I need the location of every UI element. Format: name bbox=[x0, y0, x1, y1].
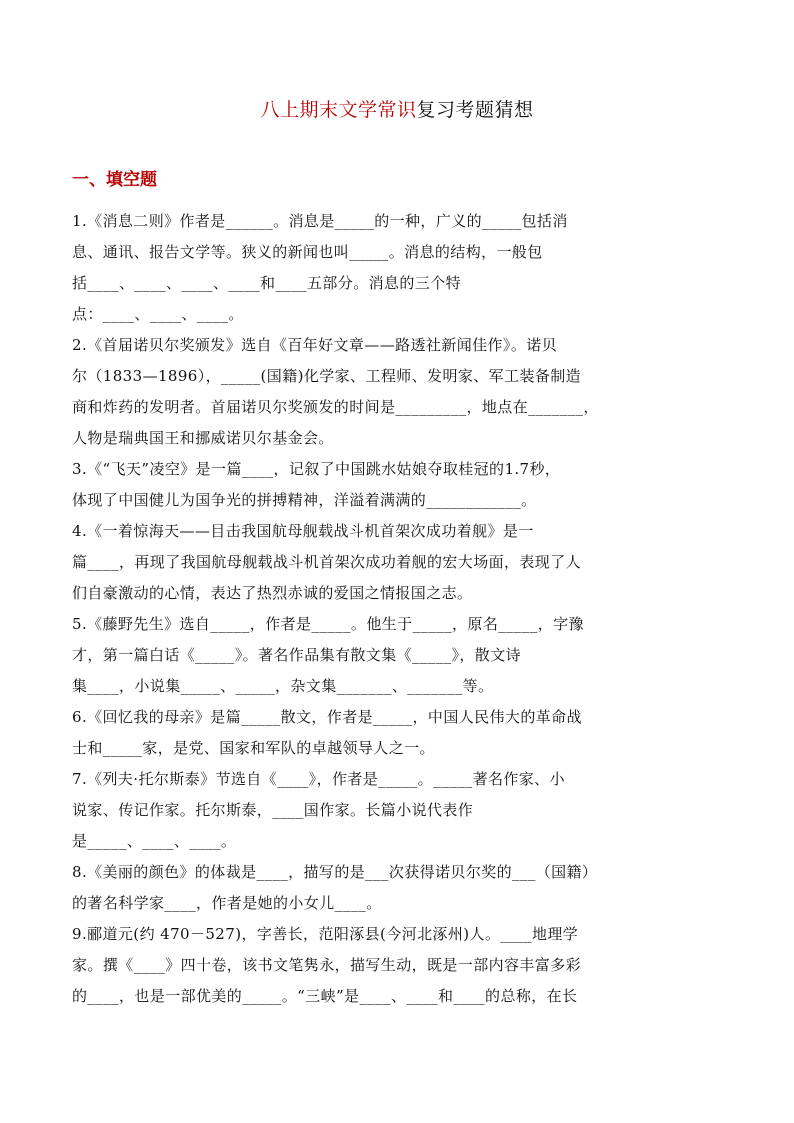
text-line: 6.《回忆我的母亲》是篇_____散文，作者是_____，中国人民伟大的革命战 bbox=[72, 708, 582, 726]
text-line: 点：____、____、____。 bbox=[72, 305, 244, 323]
question-body bbox=[72, 206, 734, 1012]
text-line: 家。撰《____》四十卷，该书文笔隽永，描写生动，既是一部内容丰富多彩 bbox=[72, 956, 582, 974]
text-line: 5.《藤野先生》选自_____，作者是_____。他生于_____，原名_____，字豫 bbox=[72, 615, 584, 633]
text-line: 商和炸药的发明者。首届诺贝尔奖颁发的时间是_________，地点在_______， bbox=[72, 398, 599, 416]
text-line: 是_____、____、____。 bbox=[72, 832, 237, 850]
section-heading: 一、填空题 bbox=[72, 170, 157, 190]
text-line: 7.《列夫·托尔斯泰》节选自《____》，作者是_____。_____著名作家、小 bbox=[72, 770, 565, 788]
text-line: 们自豪激动的心情，表达了热烈赤诚的爱国之情报国之志。 bbox=[72, 584, 473, 602]
text-line: 1.《消息二则》作者是______。消息是_____的一种，广义的_____包括消 bbox=[72, 212, 568, 230]
text-line: 9.郦道元(约 470－527)，字善长，范阳涿县(今河北涿州)人。____地理学 bbox=[72, 925, 579, 943]
text-line: 的著名科学家____，作者是她的小女儿____。 bbox=[72, 894, 382, 912]
text-line: 才，第一篇白话《_____》。著名作品集有散文集《_____》，散文诗 bbox=[72, 646, 522, 664]
text-line: 3.《“飞天”凌空》是一篇____，记叙了中国跳水姑娘夺取桂冠的1.7秒， bbox=[72, 460, 561, 478]
text-line: 尔（1833—1896），_____(国籍)化学家、工程师、发明家、军工装备制造 bbox=[72, 367, 582, 385]
text-line: 息、通讯、报告文学等。狭义的新闻也叫_____。消息的结构，一般包 bbox=[72, 243, 543, 261]
text-line: 4.《一着惊海天——目击我国航母舰载战斗机首架次成功着舰》是一 bbox=[72, 522, 534, 540]
text-line: 括____、____、____、____和____五部分。消息的三个特 bbox=[72, 274, 462, 292]
text-line: 士和_____家，是党、国家和军队的卓越领导人之一。 bbox=[72, 739, 435, 757]
text-line: 说家、传记作家。托尔斯泰，____国作家。长篇小说代表作 bbox=[72, 801, 474, 819]
text-line: 的____，也是一部优美的_____。“三峡”是____、____和____的总称，在长 bbox=[72, 987, 578, 1005]
text-line: 集____，小说集_____、_____，杂文集_______、_______等。 bbox=[72, 677, 494, 695]
document-title bbox=[0, 98, 794, 122]
text-line: 人物是瑞典国王和挪威诺贝尔基金会。 bbox=[72, 429, 334, 447]
title-highlight: 八上期末文学常识 bbox=[260, 99, 417, 121]
text-line: 篇____，再现了我国航母舰载战斗机首架次成功着舰的宏大场面，表现了人 bbox=[72, 553, 582, 571]
text-line: 8.《美丽的颜色》的体裁是____，描写的是___次获得诺贝尔奖的___（国籍） bbox=[72, 863, 598, 881]
text-line: 2.《首届诺贝尔奖颁发》选自《百年好文章——路透社新闻佳作》。诺贝 bbox=[72, 336, 558, 354]
title-rest: 复习考题猜想 bbox=[416, 99, 534, 121]
text-line: 体现了中国健儿为国争光的拼搏精神，洋溢着满满的____________。 bbox=[72, 491, 537, 509]
